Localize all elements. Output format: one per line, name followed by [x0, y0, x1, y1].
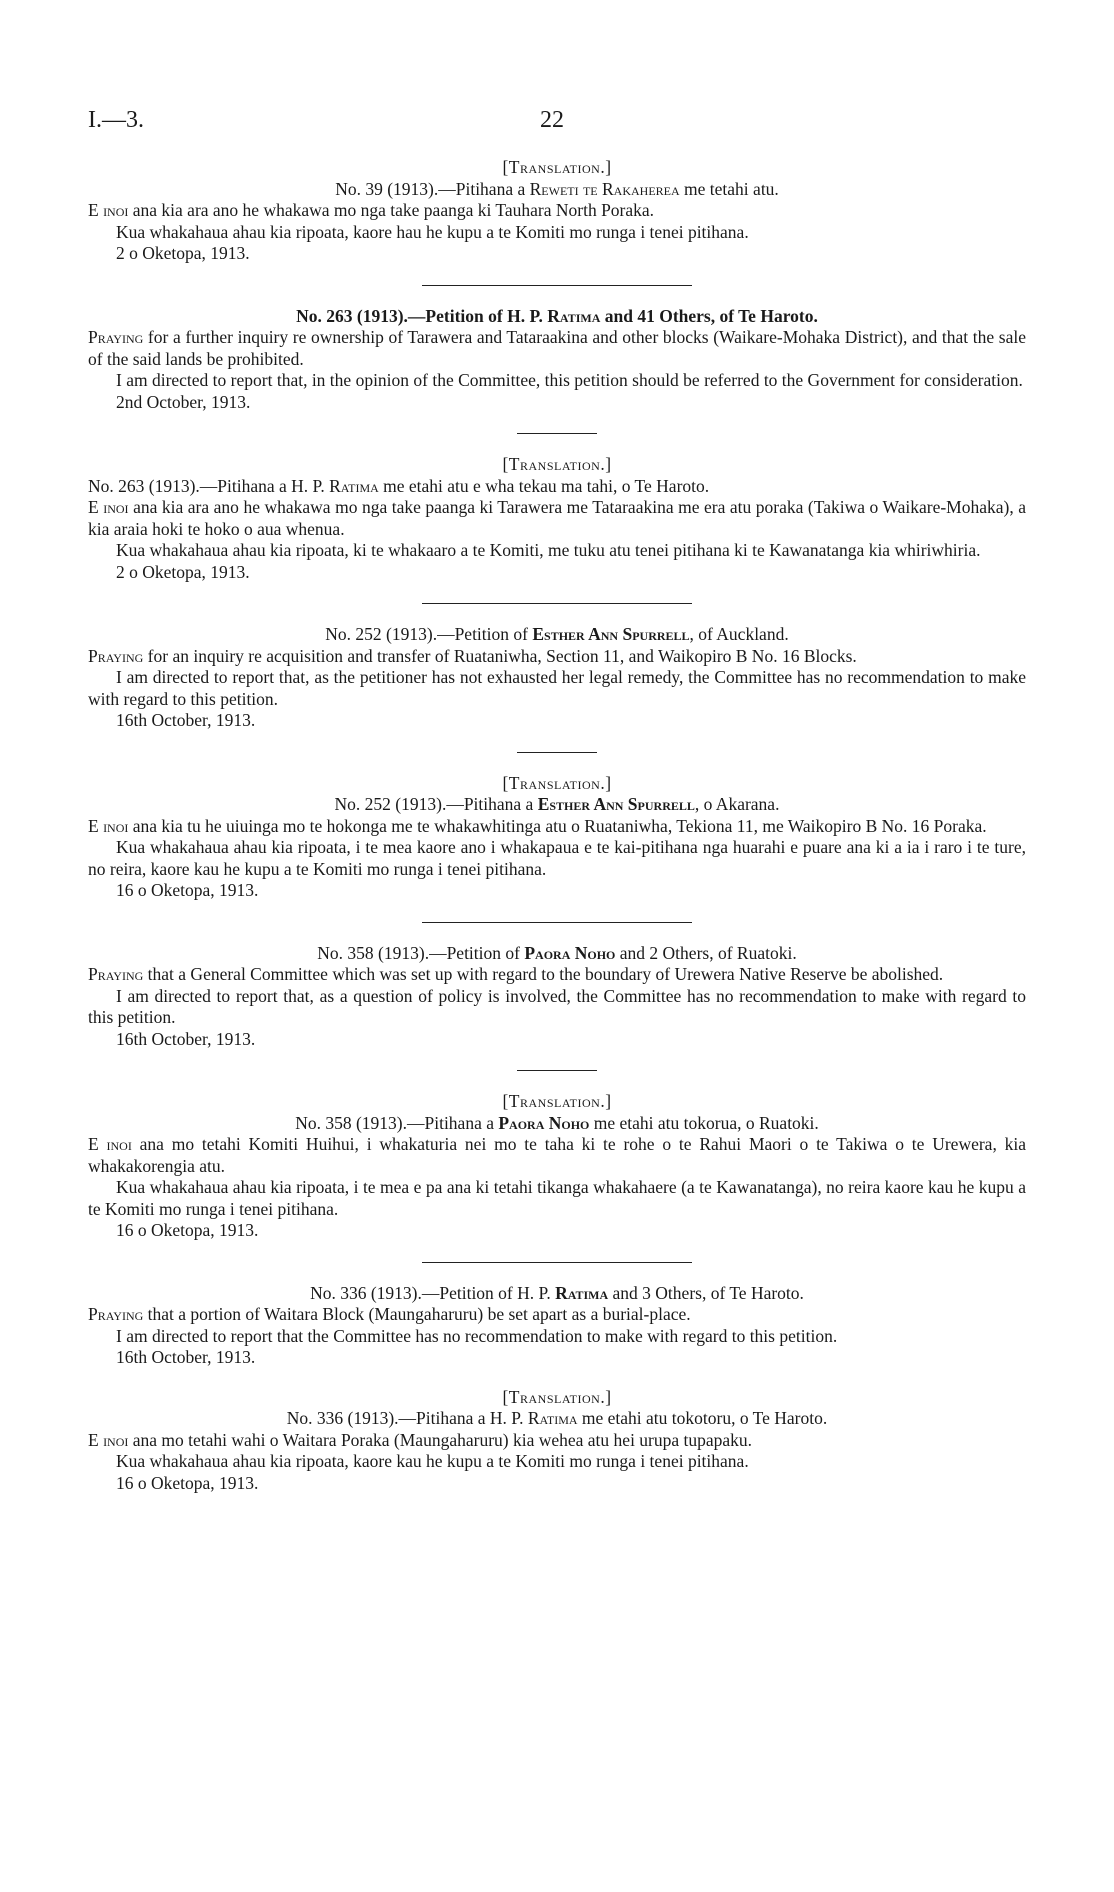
petition-entry	[88, 454, 1026, 583]
committee-report: I am directed to report that, as a question of policy is involved, the Committee has no recommendation to make with regard to this petition.	[88, 985, 1026, 1027]
section-divider	[517, 433, 597, 434]
report-date: 16th October, 1913.	[116, 1028, 256, 1049]
committee-report: Kua whakahaua ahau kia ripoata, i te mea e pa ana ki tetahi tikanga whakahaere (a te Kawanatanga), no reira kaore kau he kupu a te Komiti mo runga i tenei pitihana.	[88, 1177, 1026, 1219]
petition-prayer: E inoi ana kia ara ano he whakawa mo nga take paanga ki Tarawera me Tataraakina me era atu poraka (Takiwa o Waikare-Mohaka), a kia araia hoki te hoko o aua whenua.	[88, 497, 1027, 539]
petition-heading: No. 263 (1913).—Petition of H. P. Ratima and 41 Others, of Te Haroto.	[296, 305, 818, 326]
petition-heading: No. 263 (1913).—Pitihana a H. P. Ratima me etahi atu e wha tekau ma tahi, o Te Haroto.	[88, 475, 710, 496]
report-date: 2 o Oketopa, 1913.	[116, 243, 250, 263]
section-divider	[422, 285, 692, 286]
committee-report: Kua whakahaua ahau kia ripoata, ki te whakaaro a te Komiti, me tuku atu tenei pitihana ki te Kawanatanga kia whiriwhiria.	[116, 540, 981, 560]
committee-report: Kua whakahaua ahau kia ripoata, i te mea kaore ano i whakapaua e te kai-pitihana nga huarahi e puare ana ki a ia i raro i te ture, no reira, kaore kau he kupu a te Komiti mo runga i tenei pitihana.	[88, 837, 1026, 879]
petition-heading: No. 252 (1913).—Petition of Esther Ann Spurrell, of Auckland.	[325, 624, 789, 644]
petition-prayer: E inoi ana mo tetahi Komiti Huihui, i whakaturia nei mo te taha ki te rohe o te Rahui Maori o te Takiwa o te Urewera, kia whakakorengia atu.	[88, 1134, 1027, 1176]
report-date: 16 o Oketopa, 1913.	[116, 880, 259, 900]
page-header	[88, 107, 1026, 140]
translation-label: [Translation.]	[502, 1091, 612, 1111]
petition-entry	[88, 1387, 1026, 1495]
petition-entry	[88, 943, 1026, 1051]
petition-prayer: Praying for a further inquiry re ownership of Tarawera and Tataraakina and other blocks (Waikare-Mohaka District), and that the sale of the said lands be prohibited.	[88, 327, 1026, 369]
petition-heading: No. 358 (1913).—Petition of Paora Noho and 2 Others, of Ruatoki.	[317, 942, 797, 963]
committee-report: Kua whakahaua ahau kia ripoata, kaore kau he kupu a te Komiti mo runga i tenei pitihana.	[116, 1451, 749, 1471]
translation-label: [Translation.]	[502, 157, 612, 177]
petition-prayer: E inoi ana mo tetahi wahi o Waitara Poraka (Maungaharuru) kia wehea atu hei urupa tupapaku.	[88, 1429, 753, 1450]
petition-entry	[88, 157, 1026, 265]
report-date: 16th October, 1913.	[116, 1347, 256, 1367]
petition-entry	[88, 306, 1026, 414]
petition-entry	[88, 1283, 1026, 1369]
report-date: 16th October, 1913.	[116, 710, 256, 730]
petition-heading: No. 336 (1913).—Pitihana a H. P. Ratima me etahi atu tokotoru, o Te Haroto.	[286, 1408, 828, 1428]
report-date: 16 o Oketopa, 1913.	[116, 1472, 259, 1493]
document-body	[88, 157, 1026, 1494]
section-divider	[422, 603, 692, 604]
translation-label: [Translation.]	[502, 454, 612, 474]
petition-prayer: Praying that a portion of Waitara Block (Maungaharuru) be set apart as a burial-place.	[88, 1304, 691, 1324]
petition-heading: No. 358 (1913).—Pitihana a Paora Noho me etahi atu tokorua, o Ruatoki.	[295, 1112, 819, 1133]
report-date: 16 o Oketopa, 1913.	[116, 1220, 259, 1240]
section-divider	[422, 922, 692, 923]
petition-prayer: Praying for an inquiry re acquisition and transfer of Ruataniwha, Section 11, and Waikopiro B No. 16 Blocks.	[88, 645, 857, 666]
petition-heading: No. 336 (1913).—Petition of H. P. Ratima and 3 Others, of Te Haroto.	[310, 1282, 804, 1303]
petition-entry	[88, 1091, 1026, 1242]
petition-prayer: Praying that a General Committee which was set up with regard to the boundary of Urewera Native Reserve be abolished.	[88, 964, 944, 984]
petition-heading: No. 252 (1913).—Pitihana a Esther Ann Spurrell, o Akarana.	[334, 794, 780, 814]
petition-entry	[88, 624, 1026, 732]
section-divider	[517, 1070, 597, 1071]
petition-prayer: E inoi ana kia ara ano he whakawa mo nga take paanga ki Tauhara North Poraka.	[88, 200, 655, 220]
report-date: 2 o Oketopa, 1913.	[116, 561, 250, 582]
petition-entry	[88, 773, 1026, 902]
report-date: 2nd October, 1913.	[116, 391, 251, 412]
committee-report: I am directed to report that the Committee has no recommendation to make with regard to this petition.	[116, 1325, 838, 1346]
section-divider	[517, 752, 597, 753]
translation-label: [Translation.]	[502, 1386, 612, 1407]
document-reference: I.—3.	[88, 107, 144, 133]
committee-report: Kua whakahaua ahau kia ripoata, kaore hau he kupu a te Komiti mo runga i tenei pitihana.	[116, 221, 749, 242]
translation-label: [Translation.]	[502, 772, 612, 793]
petition-prayer: E inoi ana kia tu he uiuinga mo te hokonga me te whakawhitinga atu o Ruataniwha, Tekiona 11, me Waikopiro B No. 16 Poraka.	[88, 815, 987, 836]
committee-report: I am directed to report that, in the opinion of the Committee, this petition should be referred to the Government for consideration.	[116, 370, 1023, 390]
petition-heading: No. 39 (1913).—Pitihana a Reweti te Rakaherea me tetahi atu.	[335, 178, 779, 199]
committee-report: I am directed to report that, as the petitioner has not exhausted her legal remedy, the Committee has no recommendation to make with regard to this petition.	[88, 667, 1026, 709]
section-divider	[422, 1262, 692, 1263]
page-number: 22	[540, 107, 564, 133]
section-spacer	[88, 1369, 1026, 1387]
